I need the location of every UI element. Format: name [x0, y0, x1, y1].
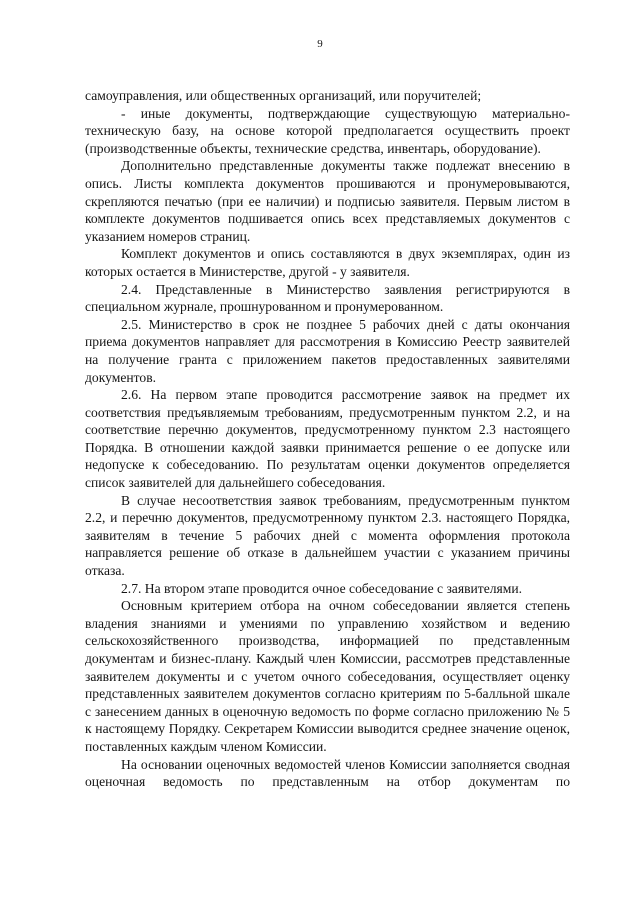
paragraph: Комплект документов и опись составляются в двух экземплярах, один из которых остается в Министерстве, другой - у заявителя. — [85, 246, 570, 279]
paragraph: самоуправления, или общественных организаций, или поручителей; — [85, 88, 482, 103]
paragraph: На основании оценочных ведомостей членов Комиссии заполняется сводная оценочная ведомость по представленным на отбор документам по — [85, 756, 570, 790]
paragraph: - иные документы, подтверждающие существующую материально-техническую базу, на основе которой предполагается осуществить проект (производственные объекты, технические средства, инвентарь, оборудование). — [85, 105, 570, 156]
paragraph: 2.4. Представленные в Министерство заявления регистрируются в специальном журнале, прошнурованном и пронумерованном. — [85, 281, 570, 315]
page-number: 9 — [317, 38, 323, 50]
paragraph: 2.6. На первом этапе проводится рассмотрение заявок на предмет их соответствия предъявляемым требованиям, предусмотренным пунктом 2.2, и на соответствие перечню документов, предусмотренному пунктом 2.3 настоящего Порядка. В отношении каждой заявки принимается решение о ее допуске или недопуске к собеседованию. По результатам оценки документов определяется список заявителей для дальнейшего собеседования. — [85, 387, 570, 491]
document-body — [85, 87, 570, 791]
paragraph: 2.7. На втором этапе проводится очное собеседование с заявителями. — [121, 580, 523, 596]
paragraph: Дополнительно представленные документы также подлежат внесению в опись. Листы комплекта документов прошиваются и пронумеровываются, скрепляются печатью (при ее наличии) и подписью заявителя. Первым листом в комплекте документов подшивается опись всех представляемых документов с указанием номеров страниц. — [85, 158, 570, 244]
paragraph: Основным критерием отбора на очном собеседовании является степень владения знаниями и умениями по управлению хозяйством и ведению сельскохозяйственного производства, информацией по представленным документам и бизнес-плану. Каждый член Комиссии, рассмотрев представленные заявителем документы и с учетом очного собеседования, осуществляет оценку представленных заявителем документов согласно критериям по 5-балльной шкале с занесением данных в оценочную ведомость по форме согласно приложению № 5 к настоящему Порядку. Секретарем Комиссии выводится среднее значение оценок, поставленных каждым членом Комиссии. — [85, 598, 570, 754]
paragraph: 2.5. Министерство в срок не позднее 5 рабочих дней с даты окончания приема документов направляет для рассмотрения в Комиссию Реестр заявителей на получение гранта с приложением пакетов предоставленных заявителями документов. — [85, 316, 570, 385]
paragraph: В случае несоответствия заявок требованиям, предусмотренным пунктом 2.2, и перечню документов, предусмотренному пунктом 2.3. настоящего Порядка, заявителям в течение 5 рабочих дней с момента оформления протокола направляется решение об отказе в дальнейшем участии с указанием причины отказа. — [85, 492, 570, 579]
